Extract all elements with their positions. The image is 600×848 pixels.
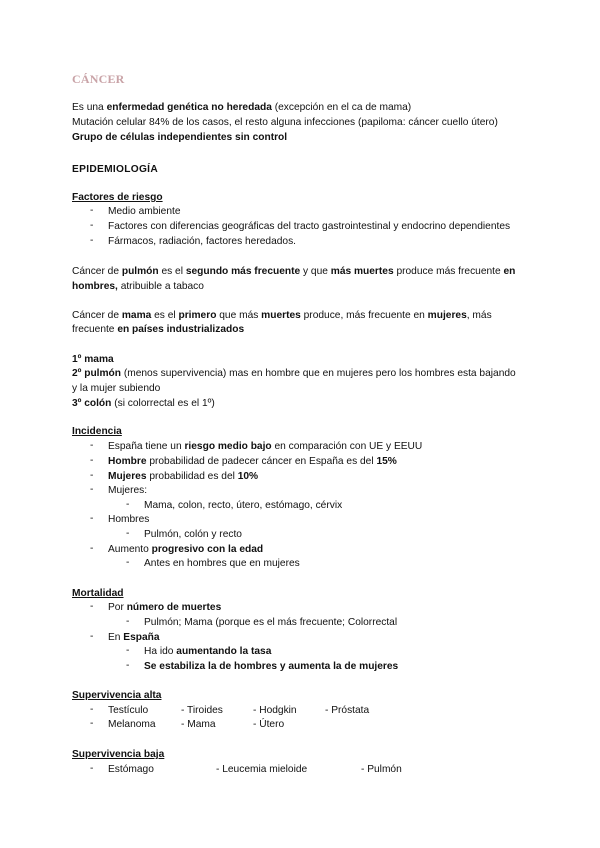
text-bold: primero: [178, 310, 217, 321]
text: Aumento: [108, 544, 152, 555]
sub-list-item: Pulmón; Mama (porque es el más frecuente; Colorrectal: [144, 617, 398, 628]
text-bold: España: [123, 632, 160, 643]
sub-list-item: [144, 645, 271, 658]
incidencia-heading: Incidencia: [72, 426, 122, 437]
bullet-dash: -: [90, 484, 94, 495]
text-bold: 10%: [237, 471, 259, 482]
text: Es una: [72, 102, 107, 113]
text: (excepción en el ca de mama): [271, 102, 412, 113]
mortalidad-heading: Mortalidad: [72, 588, 124, 599]
text-bold: Mujeres: [108, 471, 147, 482]
pulmon-paragraph-line-1: [72, 265, 528, 278]
mama-paragraph-line-1: [72, 309, 492, 322]
list-item: [108, 631, 160, 644]
text: (menos supervivencia) mas en hombre que en mujeres pero los hombres esta bajando: [121, 368, 516, 379]
list-item: Mujeres:: [108, 485, 148, 496]
bullet-dash: -: [90, 235, 94, 246]
text: En: [108, 632, 124, 643]
text: produce, más frecuente en: [300, 310, 428, 321]
text: atribuible a tabaco: [117, 281, 204, 292]
text: es el: [151, 310, 179, 321]
text: probabilidad es del: [146, 471, 238, 482]
text-bold: en países industrializados: [117, 324, 245, 335]
text: Por: [108, 602, 127, 613]
ranking-1: 1º mama: [72, 354, 114, 365]
supervivencia-baja-heading: Supervivencia baja: [72, 749, 165, 760]
sub-list-item: Mama, colon, recto, útero, estómago, cérvix: [144, 500, 343, 511]
text-bold: mama: [121, 310, 152, 321]
text: frecuente: [72, 324, 118, 335]
text-bold: segundo más frecuente: [185, 266, 301, 277]
section-heading-epidemiologia: EPIDEMIOLOGÍA: [72, 164, 158, 175]
list-item: Melanoma: [108, 719, 156, 730]
bullet-dash: -: [90, 704, 94, 715]
ranking-2: [72, 367, 516, 380]
bullet-dash: -: [90, 470, 94, 481]
list-item: - Tiroides: [181, 705, 223, 716]
bullet-dash: -: [90, 601, 94, 612]
text-bold: en: [503, 266, 516, 277]
list-item: Fármacos, radiación, factores heredados.: [108, 236, 296, 247]
list-item: [108, 470, 258, 483]
text: Cáncer de: [72, 310, 122, 321]
bullet-dash: -: [90, 455, 94, 466]
text-bold: Hombre: [108, 456, 147, 467]
list-item: [108, 543, 263, 556]
text: (si colorrectal es el 1º): [111, 398, 215, 409]
bullet-dash: -: [126, 557, 130, 568]
factores-heading: Factores de riesgo: [72, 192, 163, 203]
text-bold: mujeres: [427, 310, 467, 321]
text-bold: 15%: [376, 456, 397, 467]
text-bold: 3º colón: [72, 398, 112, 409]
pulmon-paragraph-line-2: [72, 280, 204, 293]
page-title: CÁNCER: [72, 72, 125, 86]
list-item: [108, 601, 221, 614]
ranking-2-cont: y la mujer subiendo: [72, 383, 161, 394]
list-item: Medio ambiente: [108, 206, 181, 217]
text-bold: progresivo con la edad: [151, 544, 264, 555]
list-item: [108, 440, 422, 453]
bullet-dash: -: [90, 513, 94, 524]
list-item: Testículo: [108, 705, 149, 716]
text-bold: aumentando la tasa: [176, 646, 272, 657]
list-item: - Próstata: [325, 705, 370, 716]
text: produce más frecuente: [393, 266, 504, 277]
text: España tiene un: [108, 441, 185, 452]
list-item: - Leucemia mieloide: [216, 764, 308, 775]
list-item: Factores con diferencias geográficas del tracto gastrointestinal y endocrino dependientes: [108, 221, 511, 232]
text-bold: riesgo medio bajo: [184, 441, 272, 452]
sub-list-item: Se estabiliza la de hombres y aumenta la de mujeres: [144, 661, 399, 672]
list-item: [108, 455, 397, 468]
text: , más: [466, 310, 492, 321]
bullet-dash: -: [90, 718, 94, 729]
mama-paragraph-line-2: [72, 323, 244, 336]
bullet-dash: -: [126, 528, 130, 539]
text: que más: [216, 310, 262, 321]
supervivencia-alta-heading: Supervivencia alta: [72, 690, 162, 701]
list-item: Estómago: [108, 764, 154, 775]
bullet-dash: -: [90, 440, 94, 451]
text-bold: más muertes: [330, 266, 394, 277]
ranking-3: [72, 397, 215, 410]
text: probabilidad de padecer cáncer en España es del: [146, 456, 377, 467]
text-bold: hombres,: [72, 281, 118, 292]
bullet-dash: -: [126, 645, 130, 656]
list-item: - Pulmón: [361, 764, 402, 775]
intro-line-2: Mutación celular 84% de los casos, el resto alguna infecciones (papiloma: cáncer cuello útero): [72, 117, 498, 128]
text-bold: 2º pulmón: [72, 368, 121, 379]
text-bold: pulmón: [121, 266, 159, 277]
bullet-dash: -: [126, 616, 130, 627]
bullet-dash: -: [126, 499, 130, 510]
intro-line-1: [72, 101, 411, 114]
bullet-dash: -: [90, 631, 94, 642]
text: Cáncer de: [72, 266, 122, 277]
sub-list-item: Pulmón, colón y recto: [144, 529, 242, 540]
bullet-dash: -: [126, 660, 130, 671]
text: Ha ido: [144, 646, 177, 657]
list-item: - Hodgkin: [253, 705, 297, 716]
text: y que: [300, 266, 331, 277]
list-item: Hombres: [108, 514, 150, 525]
bullet-dash: -: [90, 205, 94, 216]
intro-line-3: Grupo de células independientes sin control: [72, 132, 288, 143]
text-bold: muertes: [261, 310, 301, 321]
list-item: - Mama: [181, 719, 216, 730]
text-bold: enfermedad genética no heredada: [106, 102, 272, 113]
sub-list-item: Antes en hombres que en mujeres: [144, 558, 300, 569]
text: en comparación con UE y EEUU: [271, 441, 423, 452]
text-bold: número de muertes: [126, 602, 222, 613]
bullet-dash: -: [90, 543, 94, 554]
list-item: - Útero: [253, 719, 285, 730]
text: es el: [158, 266, 186, 277]
bullet-dash: -: [90, 220, 94, 231]
bullet-dash: -: [90, 763, 94, 774]
